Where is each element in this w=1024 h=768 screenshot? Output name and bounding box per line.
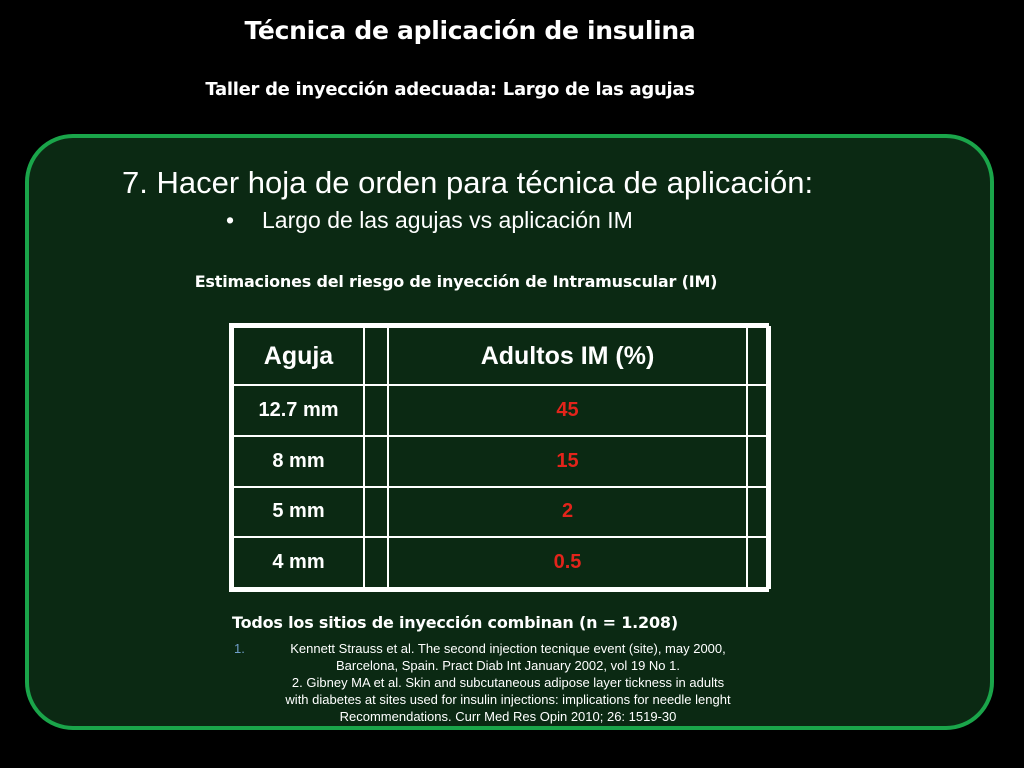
table-row xyxy=(233,436,770,487)
needle-cell: 12.7 mm xyxy=(233,385,364,436)
slide-title: Técnica de aplicación de insulina xyxy=(244,16,696,45)
footer-heading: Todos los sitios de inyección combinan (n = 1.208) xyxy=(232,613,678,632)
header-needle: Aguja xyxy=(233,327,364,385)
needle-cell: 5 mm xyxy=(233,487,364,538)
reference-line: 2. Gibney MA et al. Skin and subcutaneous adipose layer tickness in adults xyxy=(291,675,725,690)
table-row xyxy=(233,385,770,436)
adults-im-cell: 0.5 xyxy=(388,537,747,588)
spacer-cell xyxy=(747,385,770,436)
spacer-cell xyxy=(364,537,388,588)
needle-risk-table xyxy=(229,323,769,592)
table-row xyxy=(233,537,770,588)
spacer-cell xyxy=(364,487,388,538)
adults-im-cell: 2 xyxy=(388,487,747,538)
needle-cell: 4 mm xyxy=(233,537,364,588)
table-row xyxy=(233,487,770,538)
adults-im-cell: 15 xyxy=(388,436,747,487)
reference-number: 1. xyxy=(234,641,245,656)
bullet-item xyxy=(226,207,633,234)
section-heading: 7. Hacer hoja de orden para técnica de aplicación: xyxy=(122,165,814,200)
spacer-cell xyxy=(364,385,388,436)
spacer-cell xyxy=(747,537,770,588)
reference-line: with diabetes at sites used for insulin injections: implications for needle lenght xyxy=(285,692,731,707)
spacer-cell xyxy=(747,487,770,538)
table-header-row xyxy=(233,327,770,385)
slide-subtitle: Taller de inyección adecuada: Largo de las agujas xyxy=(205,79,695,100)
bullet-icon: • xyxy=(226,207,235,233)
spacer-cell xyxy=(747,436,770,487)
header-spacer xyxy=(364,327,388,385)
header-spacer xyxy=(747,327,770,385)
references xyxy=(228,640,788,725)
reference-line: Kennett Strauss et al. The second injection tecnique event (site), may 2000, xyxy=(290,641,726,656)
adults-im-cell: 45 xyxy=(388,385,747,436)
reference-line: Recommendations. Curr Med Res Opin 2010; 26: 1519-30 xyxy=(339,709,677,724)
needle-cell: 8 mm xyxy=(233,436,364,487)
spacer-cell xyxy=(364,436,388,487)
reference-line: Barcelona, Spain. Pract Diab Int January 2002, vol 19 No 1. xyxy=(336,658,680,673)
bullet-text: Largo de las agujas vs aplicación IM xyxy=(262,207,633,233)
table-caption: Estimaciones del riesgo de inyección de Intramuscular (IM) xyxy=(194,272,718,291)
header-adults-im: Adultos IM (%) xyxy=(388,327,747,385)
